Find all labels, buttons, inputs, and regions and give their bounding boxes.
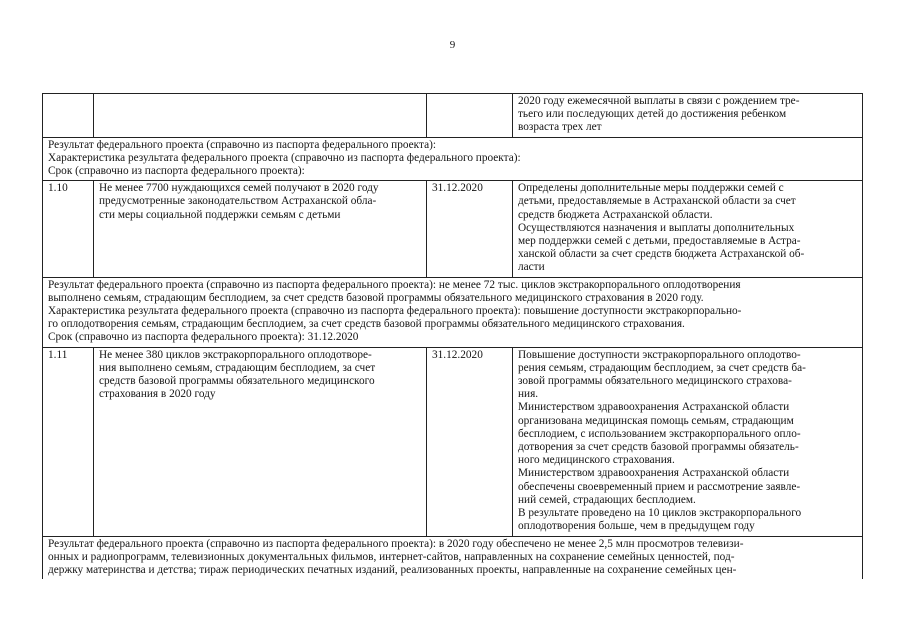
description-line: Не менее 380 циклов экстракорпорального оплодотворе- (99, 348, 372, 361)
result-line: Министерством здравоохранения Астраханской области (518, 467, 790, 480)
result-line: возраста трех лет (518, 121, 602, 134)
result-line: 2020 году ежемесячной выплаты в связи с рождением тре- (518, 95, 800, 107)
table-row-1-10 (43, 181, 863, 277)
result-line: оплодотворения больше, чем в предыдущем году (518, 520, 755, 533)
federal-result-line: Результат федерального проекта (справочно из паспорта федерального проекта): (48, 138, 436, 151)
table-row-continued (43, 94, 863, 138)
section-header-row (43, 137, 863, 181)
result-line: ний семей, страдающих бесплодием. (518, 493, 696, 506)
num-cell: 1.10 (43, 181, 94, 277)
num-cell (43, 94, 94, 138)
result-line: ния. (518, 388, 539, 401)
federal-result-line: Результат федерального проекта (справочно из паспорта федерального проекта): в 2020 году обеспечено не менее 2,5 млн просмотров телевизи- (48, 537, 744, 550)
result-line: ного медицинского страхования. (518, 454, 675, 467)
result-cell (513, 94, 863, 138)
result-line: тьего или последующих детей до достижения ребенком (518, 108, 787, 121)
section-header-cell (43, 137, 863, 181)
federal-characteristic-line: го оплодотворения семьям, страдающим бесплодием, за счет средств базовой программы обязательного медицинского страхования. (48, 318, 685, 331)
result-line: средств бюджета Астраханской области. (518, 208, 713, 221)
date-cell: 31.12.2020 (427, 347, 513, 536)
result-line: В результате проведено на 10 циклов экстракорпорального (518, 507, 802, 520)
federal-result-line: держку материнства и детства; тираж периодических печатных изданий, реализованных проекты, направленные на сохранение семейных цен- (48, 563, 737, 576)
result-line: дотворения за счет средств базовой программы обязатель- (518, 441, 799, 454)
federal-characteristic-line: Характеристика результата федерального проекта (справочно из паспорта федерального проекта): (48, 151, 521, 164)
description-line: страхования в 2020 году (99, 388, 216, 401)
result-line: Повышение доступности экстракорпорального оплодотво- (518, 348, 801, 361)
description-line: Не менее 7700 нуждающихся семей получают в 2020 году (99, 182, 379, 195)
result-line: обеспечены своевременный прием и рассмотрение заявле- (518, 480, 801, 493)
result-line: организована медицинская помощь семьям, страдающим (518, 414, 794, 427)
description-cell (94, 347, 427, 536)
result-line: Осуществляются назначения и выплаты дополнительных (518, 221, 795, 234)
section-header-row (43, 536, 863, 579)
description-line: ния выполнено семьям, страдающим бесплодием, за счет (99, 361, 376, 374)
description-cell (94, 94, 427, 138)
description-line: средств базовой программы обязательного медицинского (99, 375, 375, 388)
section-header-cell (43, 536, 863, 579)
federal-result-line: выполнено семьям, страдающим бесплодием, за счет средств базовой программы обязательного медицинского страхования в 2020 году. (48, 291, 704, 304)
section-header-cell (43, 277, 863, 347)
description-line: предусмотренные законодательством Астраханской обла- (99, 195, 377, 208)
result-line: зовой программы обязательного медицинского страхова- (518, 375, 792, 388)
result-line: ханской области за счет средств бюджета Астраханской об- (518, 248, 805, 261)
result-line: рения семьям, страдающим бесплодием, за счет средств ба- (518, 361, 806, 374)
date-cell: 31.12.2020 (427, 181, 513, 277)
num-cell: 1.11 (43, 347, 94, 536)
federal-characteristic-line: Характеристика результата федерального проекта (справочно из паспорта федерального проекта): повышение доступности экстракорпорально- (48, 305, 742, 318)
description-cell (94, 181, 427, 277)
page-number: 9 (449, 39, 456, 51)
results-table (42, 93, 863, 579)
federal-result-line: Результат федерального проекта (справочно из паспорта федерального проекта): не менее 72 тыс. циклов экстракорпорального оплодотворения (48, 278, 741, 291)
date-cell (427, 94, 513, 138)
section-header-row (43, 277, 863, 347)
result-line: детьми, предоставляемые в Астраханской области за счет (518, 195, 796, 208)
result-line: Министерством здравоохранения Астраханской области (518, 401, 790, 414)
result-line: ласти (518, 261, 545, 274)
federal-result-line: онных и радиопрограмм, телевизионных документальных фильмов, интернет-сайтов, направленных на сохранение семейных ценностей, под- (48, 550, 735, 563)
result-cell (513, 347, 863, 536)
table-row-1-11 (43, 347, 863, 536)
result-line: Определены дополнительные меры поддержки семей с (518, 182, 784, 195)
result-line: бесплодием, с использованием экстракорпорального опло- (518, 427, 801, 440)
result-line: мер поддержки семей с детьми, предоставляемые в Астра- (518, 235, 801, 248)
result-cell (513, 181, 863, 277)
federal-deadline-line: Срок (справочно из паспорта федерального проекта): 31.12.2020 (48, 331, 359, 344)
federal-deadline-line: Срок (справочно из паспорта федерального проекта): (48, 165, 305, 178)
description-line: сти меры социальной поддержки семьям с детьми (99, 208, 341, 221)
